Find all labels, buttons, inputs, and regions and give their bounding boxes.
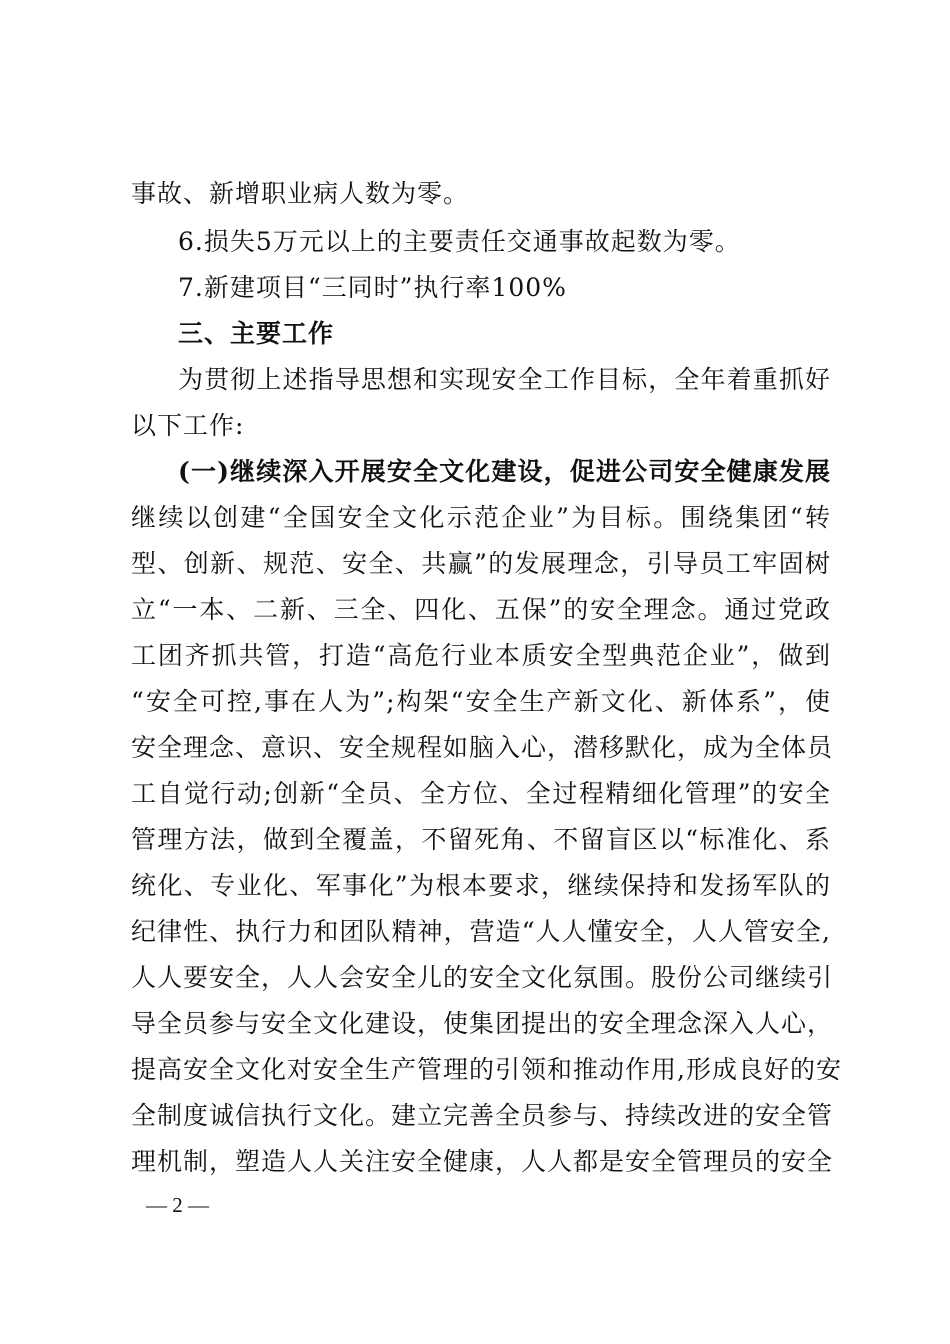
text-line-2: 6.损失5万元以上的主要责任交通事故起数为零。 [178,227,741,256]
text-line-15: 管理方法，做到全覆盖，不留死角、不留盲区以“标准化、系 [131,825,831,854]
text-line-20: 提高安全文化对安全生产管理的引领和推动作用,形成良好的安 [131,1055,842,1084]
text-line-19: 导全员参与安全文化建设，使集团提出的安全理念深入人心， [131,1009,834,1038]
text-line-14: 工自觉行动;创新“全员、全方位、全过程精细化管理”的安全 [131,779,831,808]
text-line-5: 为贯彻上述指导思想和实现安全工作目标，全年着重抓好 [178,365,831,394]
text-line-16: 统化、专业化、军事化”为根本要求，继续保持和发扬军队的 [131,871,831,900]
text-line-13: 安全理念、意识、安全规程如脑入心，潜移默化，成为全体员 [131,733,834,762]
subsection-heading: (一)继续深入开展安全文化建设，促进公司安全健康发展 [178,457,831,486]
text-line-22: 理机制，塑造人人关注安全健康，人人都是安全管理员的安全 [131,1147,834,1176]
text-line-11: 工团齐抓共管，打造“高危行业本质安全型典范企业”，做到 [131,641,831,670]
text-line-10: 立“一本、二新、三全、四化、五保”的安全理念。通过党政 [131,595,831,624]
text-line-12: “安全可控,事在人为”;构架“安全生产新文化、新体系”，使 [131,687,831,716]
text-line-8: 继续以创建“全国安全文化示范企业”为目标。围绕集团“转 [131,503,831,532]
text-line-6: 以下工作: [131,411,245,440]
text-line-21: 全制度诚信执行文化。建立完善全员参与、持续改进的安全管 [131,1101,834,1130]
section-heading: 三、主要工作 [178,319,335,348]
text-line-18: 人人要安全，人人会安全儿的安全文化氛围。股份公司继续引 [131,963,834,992]
page-number: — 2 — [146,1193,209,1217]
text-line-9: 型、创新、规范、安全、共赢”的发展理念，引导员工牢固树 [131,549,831,578]
text-line-17: 纪律性、执行力和团队精神，营造“人人懂安全，人人管安全, [131,917,831,946]
text-line-1: 事故、新增职业病人数为零。 [131,179,470,208]
text-line-3: 7.新建项目“三同时”执行率100% [178,273,567,302]
